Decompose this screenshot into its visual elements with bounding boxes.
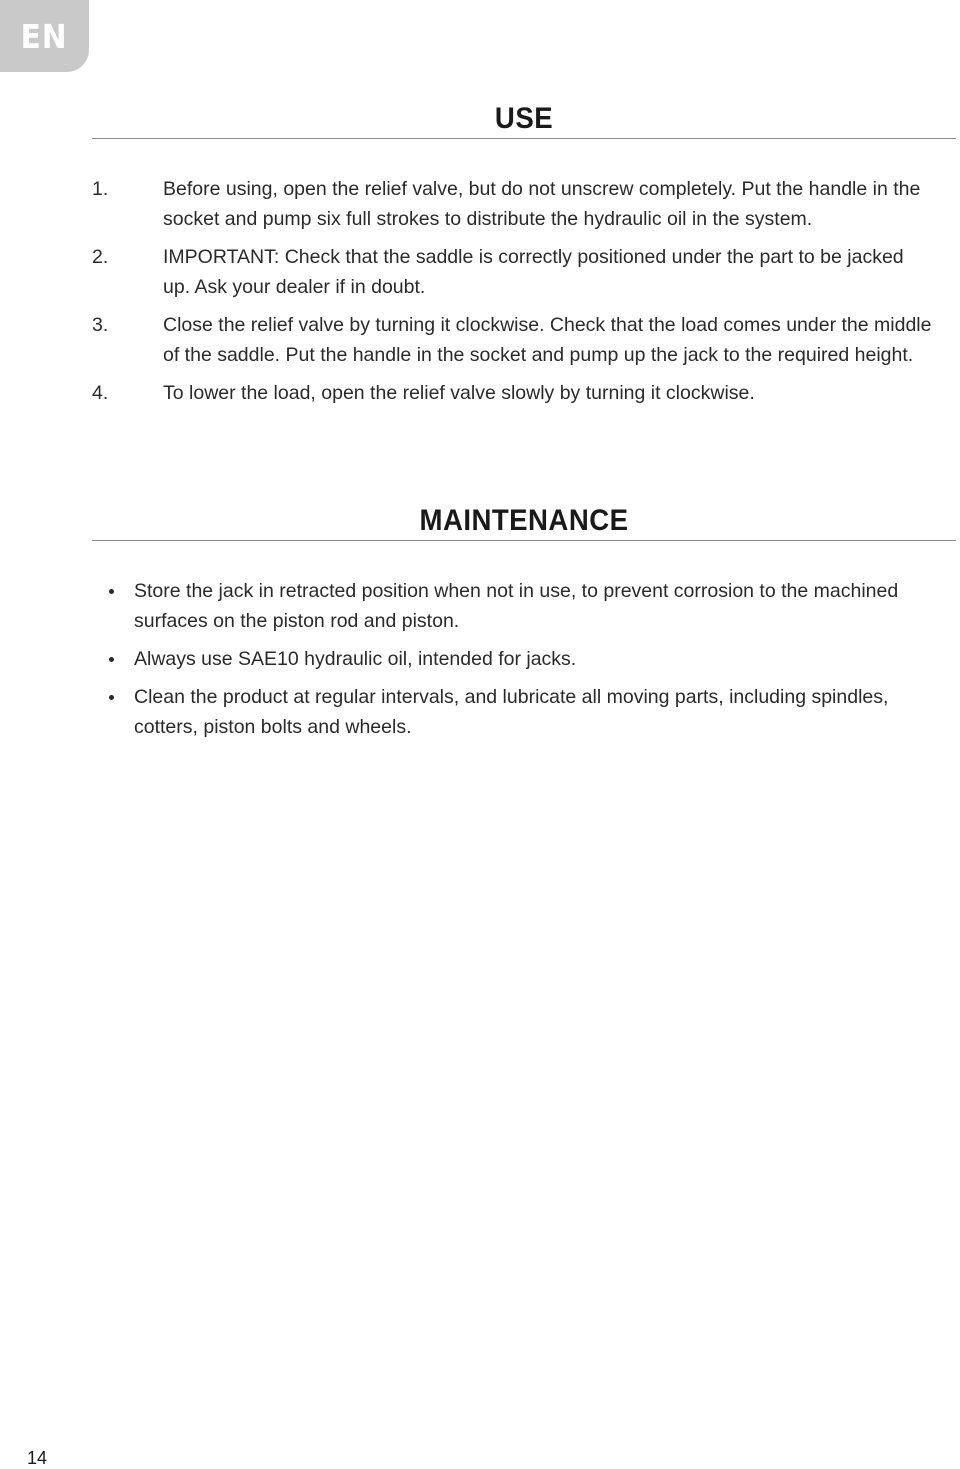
language-label: EN bbox=[21, 16, 68, 56]
step-text: To lower the load, open the relief valve slowly by turning it clockwise. bbox=[163, 382, 755, 404]
language-tab bbox=[0, 0, 89, 72]
maintenance-text: Always use SAE10 hydraulic oil, intended for jacks. bbox=[134, 648, 577, 670]
maintenance-item bbox=[92, 576, 932, 636]
maintenance-item bbox=[92, 682, 932, 742]
use-steps-list bbox=[92, 174, 932, 416]
maintenance-list bbox=[92, 576, 932, 750]
maintenance-text: Clean the product at regular intervals, and lubricate all moving parts, including spindles, cotters, piston bolts and wheels. bbox=[134, 686, 889, 738]
step-text: Close the relief valve by turning it clockwise. Check that the load comes under the middle of the saddle. Put the handle in the socket and pump up the jack to the required height. bbox=[163, 314, 932, 366]
step-number: 1. bbox=[92, 178, 109, 200]
maintenance-item bbox=[92, 644, 932, 674]
use-step bbox=[92, 378, 932, 408]
use-divider bbox=[92, 138, 956, 139]
maintenance-divider bbox=[92, 540, 956, 541]
page-number: 14 bbox=[27, 1448, 48, 1468]
use-step bbox=[92, 174, 932, 234]
step-text: IMPORTANT: Check that the saddle is correctly positioned under the part to be jacked up. Ask your dealer if in doubt. bbox=[163, 246, 904, 298]
step-number: 4. bbox=[92, 382, 109, 404]
step-number: 2. bbox=[92, 246, 109, 268]
use-heading: USE bbox=[494, 102, 554, 135]
step-number: 3. bbox=[92, 314, 109, 336]
bullet-icon bbox=[109, 657, 114, 662]
bullet-icon bbox=[109, 589, 114, 594]
use-step bbox=[92, 242, 932, 302]
use-step bbox=[92, 310, 932, 370]
maintenance-heading: MAINTENANCE bbox=[419, 504, 629, 537]
bullet-icon bbox=[109, 695, 114, 700]
maintenance-text: Store the jack in retracted position when not in use, to prevent corrosion to the machined surfaces on the piston rod and piston. bbox=[134, 580, 899, 632]
step-text: Before using, open the relief valve, but do not unscrew completely. Put the handle in the socket and pump six full strokes to distribute the hydraulic oil in the system. bbox=[163, 178, 921, 230]
